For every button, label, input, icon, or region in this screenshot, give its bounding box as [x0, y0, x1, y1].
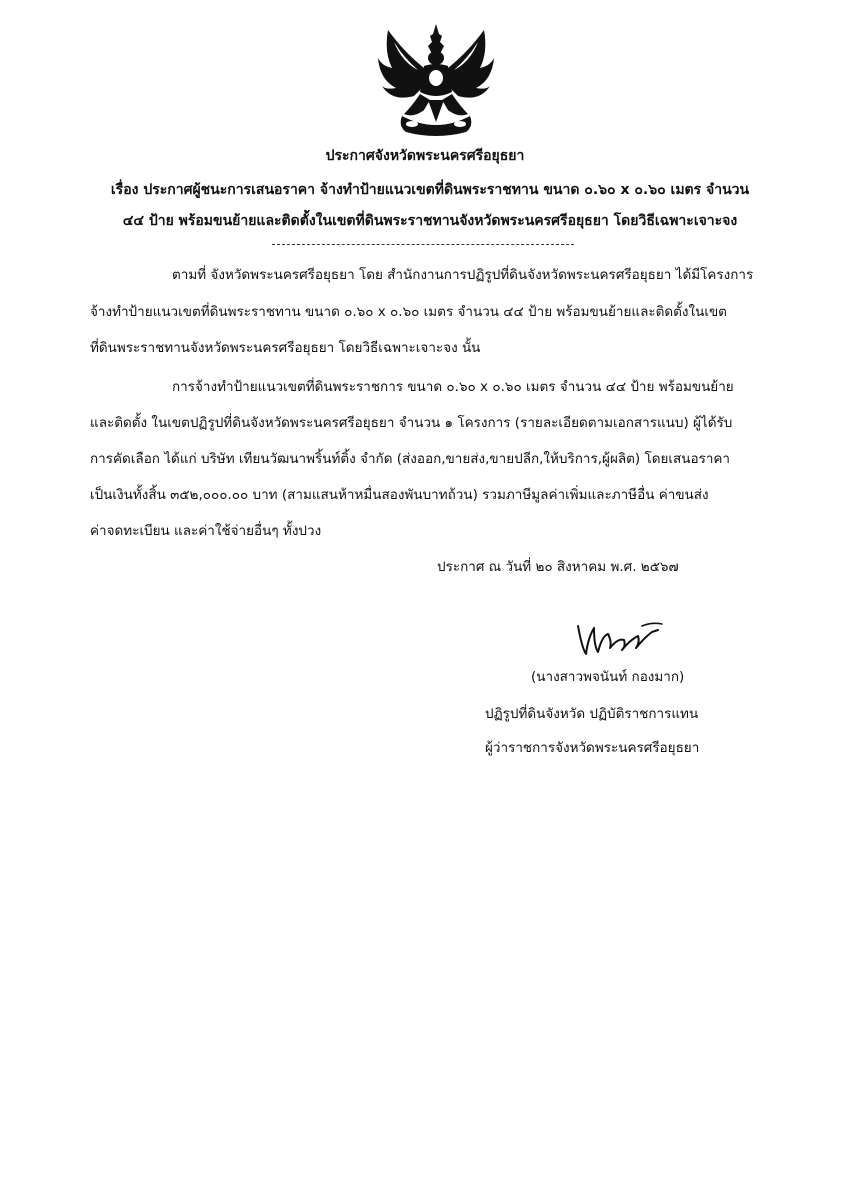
paragraph2-line: และติดตั้ง ในเขตปฏิรูปที่ดินจังหวัดพระนครศรีอยุธยา จำนวน ๑ โครงการ (รายละเอียดตามเอกสารแนบ) ผู้ได้รับ — [90, 415, 733, 431]
subject-line-1: เรื่อง ประกาศผู้ชนะการเสนอราคา จ้างทำป้ายแนวเขตที่ดินพระราชทาน ขนาด ๐.๖๐ x ๐.๖๐ เมตร จำนวน — [110, 182, 750, 198]
paragraph2-line: เป็นเงินทั้งสิ้น ๓๕๒,๐๐๐.๐๐ บาท (สามแสนห้าหมื่นสองพันบาทถ้วน) รวมภาษีมูลค่าเพิ่มและภาษีอื่น ค่าขนส่ง — [90, 487, 709, 503]
divider — [272, 244, 574, 245]
announce-date: ประกาศ ณ วันที่ ๒๐ สิงหาคม พ.ศ. ๒๕๖๗ — [437, 559, 679, 575]
paragraph1-line: ที่ดินพระราชทานจังหวัดพระนครศรีอยุธยา โดยวิธีเฉพาะเจาะจง นั้น — [90, 340, 481, 356]
paragraph2-line: การจ้างทำป้ายแนวเขตที่ดินพระราชการ ขนาด ๐.๖๐ x ๐.๖๐ เมตร จำนวน ๔๔ ป้าย พร้อมขนย้าย — [172, 379, 734, 395]
handwritten-signature-icon — [572, 618, 668, 660]
subject-line-2: ๔๔ ป้าย พร้อมขนย้ายและติดตั้งในเขตที่ดินพระราชทานจังหวัดพระนครศรีอยุธยา โดยวิธีเฉพาะเจาะจง — [122, 213, 738, 229]
signer-name: (นางสาวพจนันท์ กองมาก) — [531, 669, 685, 685]
paragraph2-line: ค่าจดทะเบียน และค่าใช้จ่ายอื่นๆ ทั้งปวง — [90, 523, 322, 539]
paragraph1-line: จ้างทำป้ายแนวเขตที่ดินพระราชทาน ขนาด ๐.๖๐ x ๐.๖๐ เมตร จำนวน ๔๔ ป้าย พร้อมขนย้ายและติดตั้งในเขต — [90, 304, 727, 320]
announcement-title: ประกาศจังหวัดพระนครศรีอยุธยา — [325, 148, 525, 164]
garuda-emblem-icon — [374, 22, 498, 140]
paragraph2-line: การคัดเลือก ได้แก่ บริษัท เทียนวัฒนาพริ้นท์ติ้ง จำกัด (ส่งออก,ขายส่ง,ขายปลีก,ให้บริการ,ผู้ผลิต) โดยเสนอราคา — [90, 451, 731, 467]
signer-position: ปฏิรูปที่ดินจังหวัด ปฏิบัติราชการแทน — [485, 706, 699, 722]
paragraph1-line: ตามที่ จังหวัดพระนครศรีอยุธยา โดย สำนักงานการปฏิรูปที่ดินจังหวัดพระนครศรีอยุธยา ได้มีโครงการ — [172, 267, 754, 283]
signer-on-behalf: ผู้ว่าราชการจังหวัดพระนครศรีอยุธยา — [485, 740, 700, 756]
